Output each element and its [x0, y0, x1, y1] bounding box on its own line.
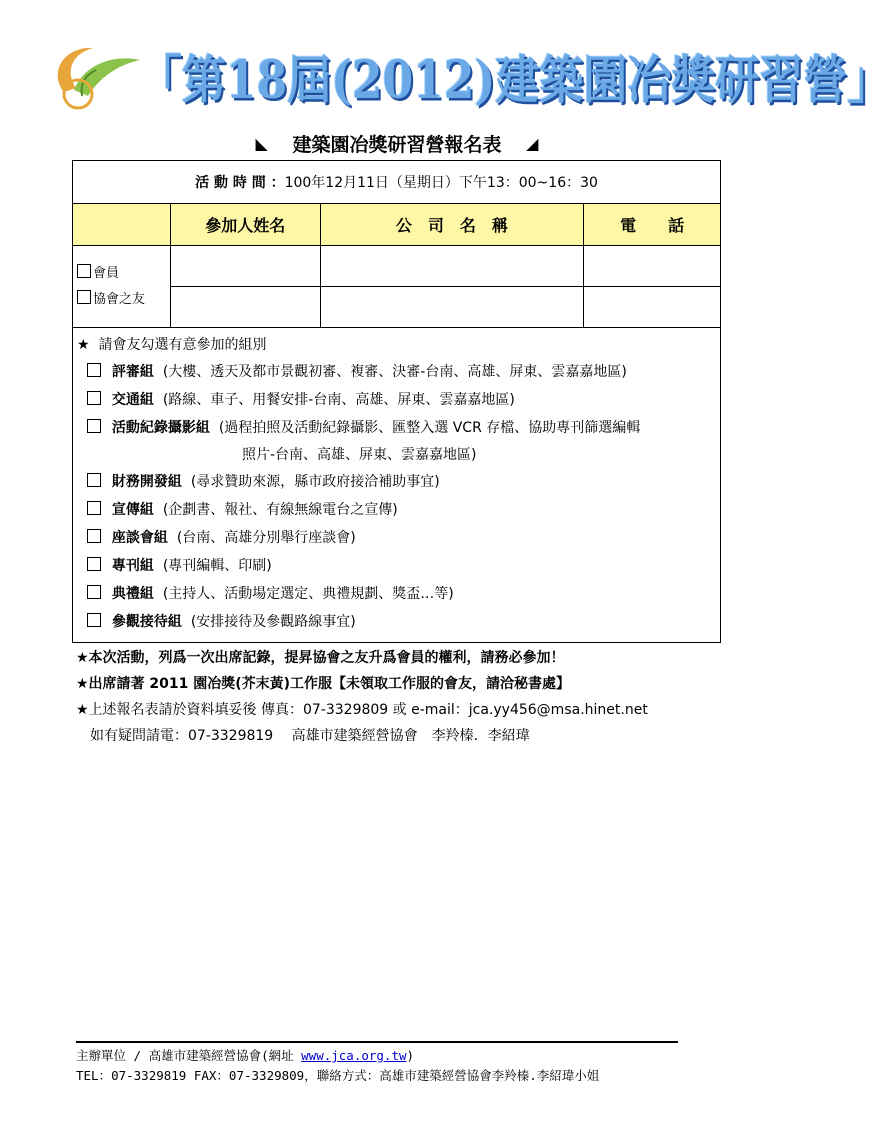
registration-table: [72, 160, 721, 643]
form-title-text: 建築園冶獎研習營報名表: [292, 134, 502, 156]
notes-section: [76, 645, 756, 749]
triangle-left-icon: ◣: [255, 134, 268, 153]
entry-row-2: [73, 287, 721, 328]
membership-type-cell: [73, 246, 171, 328]
checkbox-icon[interactable]: [87, 557, 101, 571]
note-uniform: ★出席請著 2011 園冶獎(芥末黃)工作服【未領取工作服的會友，請洽秘書處】: [76, 676, 571, 692]
event-time-label: 活 動 時 間 ：: [195, 175, 285, 191]
footer-organizer: [76, 1046, 716, 1066]
header-blank-cell: [73, 204, 171, 246]
company-name-field[interactable]: [320, 246, 584, 287]
checkbox-icon[interactable]: [87, 419, 101, 433]
group-description: (專刊編輯、印刷): [162, 558, 272, 574]
note-attendance: ★本次活動，列爲一次出席記錄，提昇協會之友升爲會員的權利，請務必參加！: [76, 650, 565, 666]
group-description-continued: 照片-台南、高雄、屏東、雲嘉嘉地區): [242, 447, 477, 463]
form-title: [0, 130, 794, 157]
participant-name-field[interactable]: [170, 287, 320, 328]
group-option[interactable]: [77, 608, 716, 636]
groups-row: [73, 328, 721, 643]
checkbox-icon[interactable]: [77, 290, 91, 304]
groups-intro: [77, 334, 716, 356]
group-option[interactable]: [77, 580, 716, 608]
footer-website-link[interactable]: www.jca.org.tw: [301, 1048, 407, 1063]
member-option-label: 會員: [93, 265, 120, 281]
checkbox-icon[interactable]: [87, 613, 101, 627]
group-option[interactable]: [77, 496, 716, 524]
group-option[interactable]: [77, 552, 716, 580]
event-time-row: [73, 161, 721, 204]
group-name: 參觀接待組: [111, 614, 182, 630]
footer-organizer-text: 主辦單位 / 高雄市建築經營協會(網址: [76, 1048, 302, 1063]
phone-field[interactable]: [584, 287, 721, 328]
group-description: (安排接待及參觀路線事宜): [190, 614, 356, 630]
note-submission: ★上述報名表請於資料填妥後 傳真：07-3329809 或 e-mail：jca.yy456@msa.hinet.net: [76, 702, 648, 718]
group-name: 典禮組: [111, 586, 154, 602]
friend-option[interactable]: [77, 287, 170, 313]
group-name: 專刊組: [111, 558, 154, 574]
event-time-value: 100年12月11日（星期日）下午13：00~16：30: [284, 175, 598, 191]
header-company-name: 公 司 名 稱: [320, 204, 584, 246]
event-time-cell: [73, 161, 721, 204]
checkbox-icon[interactable]: [87, 473, 101, 487]
checkbox-icon[interactable]: [87, 363, 101, 377]
header-row: [73, 204, 721, 246]
group-name: 宣傳組: [111, 502, 154, 518]
footer: [76, 1046, 716, 1086]
footer-organizer-end: ): [406, 1048, 415, 1063]
group-name: 座談會組: [111, 530, 168, 546]
group-option[interactable]: [77, 358, 716, 386]
group-option[interactable]: [77, 414, 716, 442]
participant-name-field[interactable]: [170, 246, 320, 287]
leaf-sprout-logo: [44, 34, 144, 112]
star-icon: ★: [77, 337, 90, 353]
member-option[interactable]: [77, 261, 170, 287]
checkbox-icon[interactable]: [77, 264, 91, 278]
footer-contact: TEL：07-3329819 FAX：07-3329809，聯絡方式：高雄市建築經營協會李羚榛.李紹瑋小姐: [76, 1068, 600, 1083]
group-description: (台南、高雄分別舉行座談會): [176, 530, 356, 546]
group-description: (主持人、活動場定選定、典禮規劃、獎盃…等): [162, 586, 454, 602]
checkbox-icon[interactable]: [87, 529, 101, 543]
group-list: [77, 358, 716, 636]
group-description: (企劃書、報社、有線無線電台之宣傳): [162, 502, 398, 518]
group-description: (過程拍照及活動紀錄攝影、匯整入選 VCR 存檔、協助專刊篩選編輯: [218, 420, 641, 436]
triangle-right-icon: ◢: [526, 134, 539, 153]
group-name: 財務開發組: [111, 474, 182, 490]
group-description: (尋求贊助來源，縣市政府接洽補助事宜): [190, 474, 440, 490]
group-option[interactable]: [77, 386, 716, 414]
group-option[interactable]: [77, 524, 716, 552]
note-contact: 如有疑問請電：07-3329819 高雄市建築經營協會 李羚榛．李紹瑋: [90, 728, 530, 744]
checkbox-icon[interactable]: [87, 585, 101, 599]
group-description: (大樓、透天及都市景觀初審、複審、決審-台南、高雄、屏東、雲嘉嘉地區): [162, 364, 627, 380]
event-banner-title: 「第18屆(2012)建築園冶獎研習營」: [138, 50, 891, 112]
groups-cell: [73, 328, 721, 643]
checkbox-icon[interactable]: [87, 391, 101, 405]
friend-option-label: 協會之友: [93, 291, 146, 307]
group-name: 交通組: [111, 392, 154, 408]
header-participant-name: 參加人姓名: [170, 204, 320, 246]
groups-intro-text: 請會友勾選有意參加的組別: [98, 337, 267, 353]
company-name-field[interactable]: [320, 287, 584, 328]
phone-field[interactable]: [584, 246, 721, 287]
checkbox-icon[interactable]: [87, 501, 101, 515]
entry-row-1: [73, 246, 721, 287]
group-name: 活動紀錄攝影組: [111, 420, 210, 436]
group-option[interactable]: [77, 468, 716, 496]
footer-divider: [76, 1041, 678, 1043]
group-name: 評審組: [111, 364, 154, 380]
group-description: (路線、車子、用餐安排-台南、高雄、屏東、雲嘉嘉地區): [162, 392, 515, 408]
header-phone: 電 話: [584, 204, 721, 246]
